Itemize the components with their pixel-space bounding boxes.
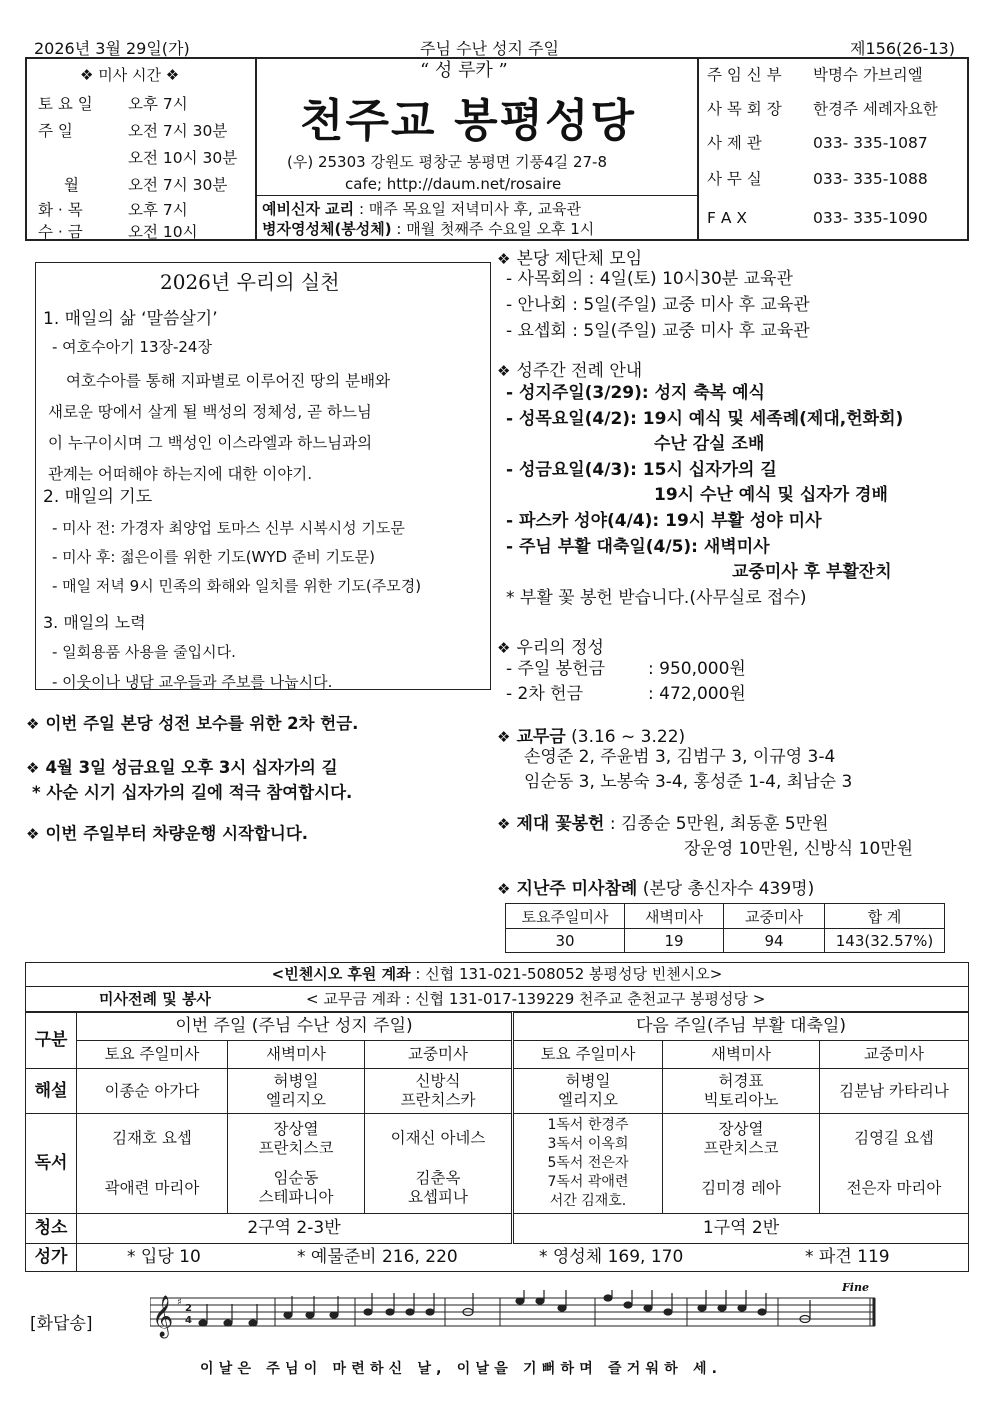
patron-saint: “ 성 루카 ”	[420, 60, 508, 81]
fine-marking: Fine	[842, 1281, 869, 1294]
notice-stations-cross: ❖ 4월 3일 성금요일 오후 3시 십자가의 길	[26, 754, 338, 778]
reading-cell: 전은자 마리아	[820, 1164, 969, 1214]
liturgy-header: 미사전례 및 봉사 < 교무금 계좌 : 신협 131-017-139229 천주교 춘천교구 봉평성당 >	[25, 987, 969, 1012]
practice-s1-sub: - 여호수아기 13장-24장	[52, 338, 212, 356]
meetings-list: - 사목회의 : 4일(토) 10시30분 교육관 - 안나회 : 5일(주일) 교중 미사 후 교육관 - 요셉회 : 5일(주일) 교중 미사 후 교육관	[506, 269, 810, 341]
notice-catechumen: 예비신자 교리 : 매주 목요일 저녁미사 후, 교육관	[262, 200, 581, 218]
commentary-cell: 허병일 엘리지오	[513, 1069, 663, 1114]
reading-cell: 장상열 프란치스코	[228, 1114, 365, 1164]
attendance-title: ❖ 지난주 미사참례 (본당 총신자수 439명)	[497, 874, 814, 899]
svg-text:2: 2	[185, 1303, 192, 1314]
attendance-value: 30	[506, 929, 625, 953]
commentary-cell: 신방식 프란치스카	[365, 1069, 513, 1114]
reading-cell: 이재신 아네스	[365, 1114, 513, 1164]
hymn-list	[77, 1244, 969, 1272]
tuition-title: ❖ 교무금 (3.16 ~ 3.22)	[497, 722, 685, 747]
attendance-header: 교중미사	[724, 904, 825, 929]
col-header: 교중미사	[820, 1041, 969, 1069]
practice-s1-title: 1. 매일의 삶 ‘말씀살기’	[43, 309, 218, 329]
cleaning-next-week: 1구역 2반	[513, 1214, 969, 1244]
practice-s2-title: 2. 매일의 기도	[43, 487, 153, 507]
attendance-value: 19	[625, 929, 724, 953]
reading-cell: 곽애련 마리아	[77, 1164, 228, 1214]
commentary-cell: 이종순 아가다	[77, 1069, 228, 1114]
notice-second-collection: ❖ 이번 주일 본당 성전 보수를 위한 2차 헌금.	[26, 710, 358, 734]
hymn-label: 성가	[26, 1244, 77, 1272]
col-header: 새벽미사	[663, 1041, 820, 1069]
feast-title: 주님 수난 성지 주일	[420, 39, 559, 58]
holy-week-list: - 성지주일(3/29): 성지 축복 예식 - 성목요일(4/2): 19시 예식 및 세족례(제대,헌화회) 수난 감실 조배 - 성금요일(4/3): 15시 십자가의 길 19시 수난 예식 및 십자가 경배 - 파스카 성야(4/4): 19시 부활 성야 미사 - 주님 부활 대축일(4/5): 새벽미사 교중미사 후 부활잔치 * 부활 꽃 봉헌 받습니다.(사무실로 접수)	[506, 383, 904, 608]
music-staff	[150, 1290, 880, 1340]
practice-s1-body: 여호수아를 통해 지파별로 이루어진 땅의 분배와 새로운 땅에서 살게 될 백성의 정체성, 곧 하느님 이 누구이시며 그 백성인 이스라엘과 하느님과의 관계는 어떠해야 하는지에 대한 이야기.	[48, 372, 391, 483]
cleaning-label: 청소	[26, 1214, 77, 1244]
attendance-table	[505, 903, 945, 953]
hymn-entrance: * 입당 10	[127, 1247, 201, 1267]
commentary-cell: 김분남 카타리나	[820, 1069, 969, 1114]
notice-stations-invite: * 사순 시기 십자가의 길에 적극 참여합시다.	[32, 783, 353, 802]
svg-text:4: 4	[185, 1315, 192, 1326]
treble-clef: 𝄞	[152, 1296, 174, 1337]
holy-week-title: ❖ 성주간 전례 안내	[497, 356, 642, 381]
col-header: 토요 주일미사	[77, 1041, 228, 1069]
parish-address: (우) 25303 강원도 평창군 봉평면 기풍4길 27-8	[287, 153, 607, 171]
parish-cafe-link[interactable]: cafe; http://daum.net/rosaire	[345, 175, 562, 193]
offering-title: ❖ 우리의 정성	[497, 633, 604, 658]
issue-date: 2026년 3월 29일(가)	[34, 39, 190, 58]
practice-s3-list: - 일회용품 사용을 줄입시다. - 이웃이나 냉담 교우들과 주보를 나눕시다.	[52, 643, 333, 691]
practice-s3-title: 3. 매일의 노력	[43, 613, 146, 632]
this-week-header: 이번 주일 (주님 수난 성지 주일)	[77, 1013, 513, 1041]
flowers-title: ❖ 제대 꽃봉헌 : 김종순 5만원, 최동훈 5만원	[497, 809, 829, 834]
flowers-line2: 장운영 10만원, 신방식 10만원	[684, 839, 914, 859]
service-schedule-table	[25, 1012, 969, 1272]
notice-sick-communion: 병자영성체(봉성체) : 매월 첫째주 수요일 오후 1시	[262, 220, 595, 238]
mass-times-list: 토 요 일 오후 7시 주 일 오전 7시 30분 오전 10시 30분 월 오전 7시 30분 화 · 목 오후 7시 수 · 금 오전 10시	[38, 95, 238, 241]
reading-cell: 김미경 레아	[663, 1164, 820, 1214]
commentary-label: 해설	[26, 1069, 77, 1114]
hymn-communion: * 영성체 169, 170	[539, 1247, 684, 1267]
reading-cell: 김춘옥 요셉피나	[365, 1164, 513, 1214]
melody-notes	[199, 1290, 810, 1326]
tuition-list: 손영준 2, 주윤범 3, 김범구 3, 이규영 3-4 임순동 3, 노봉숙 3-4, 홍성준 1-4, 최남순 3	[524, 747, 853, 792]
commentary-cell: 허경표 빅토리아노	[663, 1069, 820, 1114]
attendance-value: 143(32.57%)	[825, 929, 945, 953]
meetings-title: ❖ 본당 제단체 모임	[497, 244, 642, 269]
mass-times-title: ❖ 미사 시간 ❖	[80, 66, 180, 84]
gubun-label: 구분	[26, 1013, 77, 1069]
reading-cell-easter-vigil: 1독서 한경주 3독서 이옥희 5독서 전은자 7독서 곽애련 서간 김재호.	[513, 1114, 663, 1214]
col-header: 교중미사	[365, 1041, 513, 1069]
vincent-account: <빈첸시오 후원 계좌 : 신협 131-021-508052 봉평성당 빈첸시오>	[25, 962, 969, 987]
practice-s2-list: - 미사 전: 가경자 최양업 토마스 신부 시복시성 기도문 - 미사 후: 젊은이를 위한 기도(WYD 준비 기도문) - 매일 저녁 9시 민족의 화해와 일치를 위한 기도(주모경)	[52, 519, 422, 595]
col-header: 토요 주일미사	[513, 1041, 663, 1069]
offering-list: - 주일 봉헌금 : 950,000원 - 2차 헌금 : 472,000원	[506, 659, 746, 704]
cleaning-this-week: 2구역 2-3반	[77, 1214, 513, 1244]
attendance-value: 94	[724, 929, 825, 953]
contacts: 주 임 신 부 박명수 가브리엘 사 목 회 장 한경주 세례자요한 사 제 관 033- 335-1087 사 무 실 033- 335-1088 F A X 033- 335-1090	[707, 66, 938, 227]
notice-shuttle: ❖ 이번 주일부터 차량운행 시작합니다.	[26, 820, 308, 844]
hymn-dismissal: * 파견 119	[805, 1247, 890, 1267]
svg-text:♯: ♯	[177, 1297, 182, 1308]
reading-cell: 임순동 스테파니아	[228, 1164, 365, 1214]
reading-cell: 장상열 프란치스코	[663, 1114, 820, 1164]
reading-label: 독서	[26, 1114, 77, 1214]
practice-title: 2026년 우리의 실천	[160, 270, 340, 294]
hymn-offertory: * 예물준비 216, 220	[297, 1247, 458, 1267]
reading-cell: 김영길 요셉	[820, 1114, 969, 1164]
next-week-header: 다음 주일(주님 부활 대축일)	[513, 1013, 969, 1041]
psalm-label: [화답송]	[30, 1314, 93, 1334]
commentary-cell: 허병일 엘리지오	[228, 1069, 365, 1114]
reading-cell: 김재호 요셉	[77, 1114, 228, 1164]
parish-name: 천주교 봉평성당	[300, 94, 636, 147]
attendance-header: 토요주일미사	[506, 904, 625, 929]
attendance-header: 새벽미사	[625, 904, 724, 929]
col-header: 새벽미사	[228, 1041, 365, 1069]
issue-number: 제156(26-13)	[850, 39, 955, 58]
attendance-header: 합 계	[825, 904, 945, 929]
psalm-lyrics: 이날은 주님이 마련하신 날, 이날을 기뻐하며 즐거워하 세.	[200, 1361, 723, 1377]
